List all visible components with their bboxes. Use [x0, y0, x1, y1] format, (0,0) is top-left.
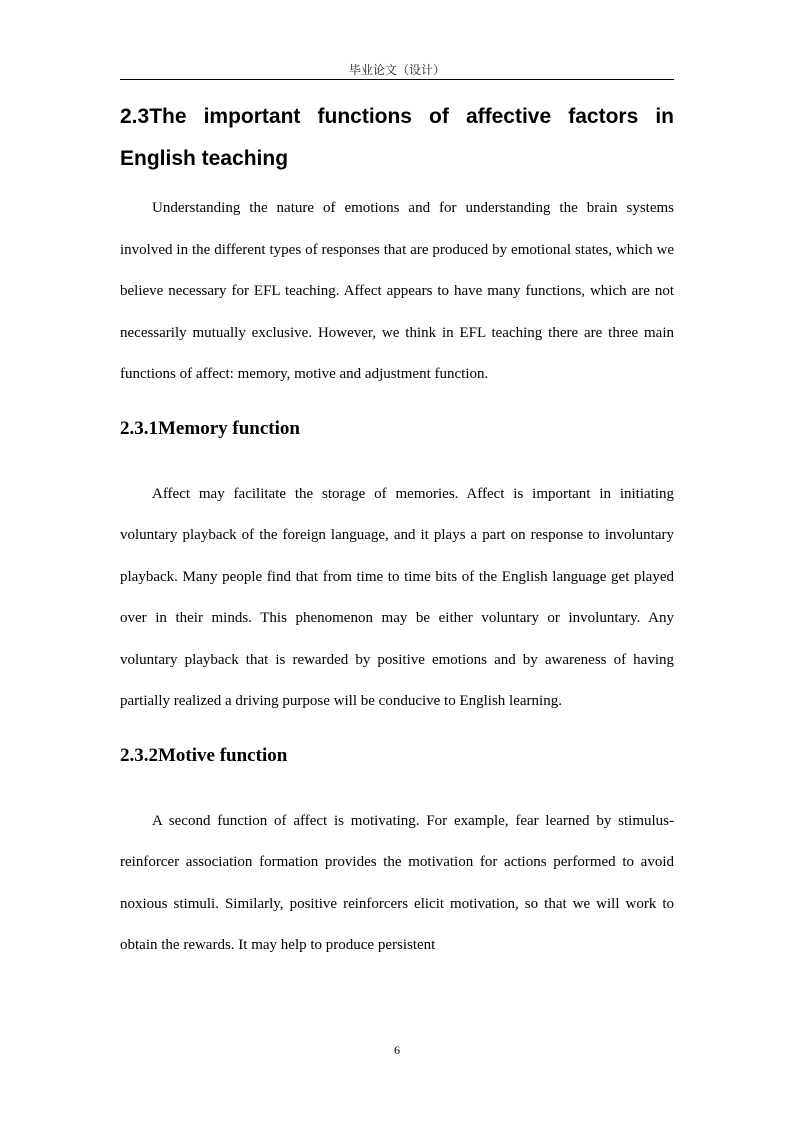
section-heading-line1: 2.3The important functions of affective factors in — [120, 105, 674, 128]
motive-function-paragraph: A second function of affect is motivating. For example, fear learned by stimulus-reinforcer association formation provides the motivation for actions performed to avoid noxious stimuli. Similarly, positive reinforcers elicit motivation, so that we will work to obtain the rewards. It may help to produce persistent — [120, 812, 674, 953]
section-intro-paragraph: Understanding the nature of emotions and for understanding the brain systems involved in the different types of responses that are produced by emotional states, which we believe necessary for EFL teaching. Affect appears to have many functions, which are not necessarily mutually exclusive. However, we think in EFL teaching there are three main functions of affect: memory, motive and adjustment function. — [120, 200, 674, 382]
running-header: 毕业论文（设计） — [348, 63, 445, 77]
subsection-heading-memory: 2.3.1Memory function — [120, 417, 300, 439]
section-heading — [120, 96, 674, 180]
header-rule — [120, 79, 674, 80]
subsection-heading-motive: 2.3.2Motive function — [120, 744, 288, 766]
memory-function-paragraph: Affect may facilitate the storage of memories. Affect is important in initiating voluntary playback of the foreign language, and it plays a part on response to involuntary playback. Many people find that from time to time bits of the English language get played over in their minds. This phenomenon may be either voluntary or involuntary. Any voluntary playback that is rewarded by positive emotions and by awareness of having partially realized a driving purpose will be conducive to English learning. — [120, 485, 674, 709]
page-number: 6 — [394, 1043, 400, 1057]
page-body — [120, 96, 674, 967]
section-heading-line2: English teaching — [120, 147, 289, 170]
